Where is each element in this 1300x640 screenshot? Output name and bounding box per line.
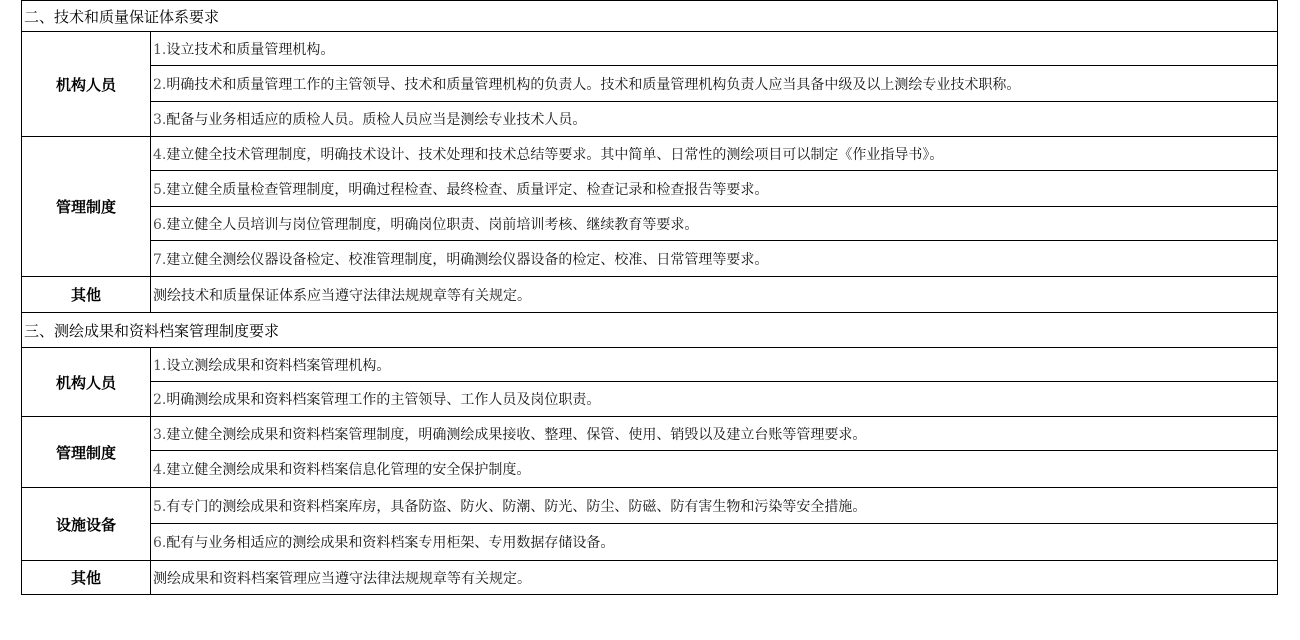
- section-title: 二、技术和质量保证体系要求: [22, 1, 1278, 32]
- requirements-table: [21, 0, 1278, 595]
- item-cell: [151, 524, 1278, 561]
- item-text: 配有与业务相适应的测绘成果和资料档案专用柜架、专用数据存储设备。: [166, 535, 615, 551]
- category-cell: 管理制度: [22, 417, 151, 488]
- item-number: 6.: [153, 216, 167, 233]
- category-cell: 设施设备: [22, 488, 151, 561]
- item-cell: [151, 382, 1278, 417]
- item-text: 建立健全测绘成果和资料档案管理制度，明确测绘成果接收、整理、保管、使用、销毁以及建立台账等管理要求。: [166, 426, 867, 443]
- item-cell: [151, 207, 1278, 241]
- item-cell: [151, 561, 1278, 595]
- item-number: 4.: [153, 462, 167, 478]
- item-cell: [151, 32, 1278, 66]
- item-text: 设立测绘成果和资料档案管理机构。: [166, 357, 391, 374]
- item-number: 5.: [153, 498, 167, 515]
- item-number: 6.: [153, 535, 167, 551]
- item-text: 设立技术和质量管理机构。: [166, 41, 335, 58]
- section-title: 三、测绘成果和资料档案管理制度要求: [22, 313, 1278, 348]
- item-text: 建立健全人员培训与岗位管理制度，明确岗位职责、岗前培训考核、继续教育等要求。: [166, 216, 699, 233]
- category-cell: 机构人员: [22, 32, 151, 137]
- item-text: 配备与业务相适应的质检人员。质检人员应当是测绘专业技术人员。: [166, 112, 587, 128]
- item-cell: [151, 66, 1278, 102]
- item-number: 7.: [153, 251, 167, 268]
- category-cell: 其他: [22, 277, 151, 313]
- category-cell: 机构人员: [22, 348, 151, 417]
- item-cell: [151, 348, 1278, 382]
- item-text: 测绘技术和质量保证体系应当遵守法律法规规章等有关规定。: [153, 287, 531, 304]
- item-text: 测绘成果和资料档案管理应当遵守法律法规规章等有关规定。: [153, 570, 531, 587]
- item-number: 4.: [153, 146, 167, 163]
- category-cell: 其他: [22, 561, 151, 595]
- item-number: 1.: [153, 41, 167, 58]
- item-number: 3.: [153, 426, 167, 443]
- item-cell: [151, 102, 1278, 137]
- item-cell: [151, 137, 1278, 171]
- item-text: 建立健全测绘仪器设备检定、校准管理制度，明确测绘仪器设备的检定、校准、日常管理等要求。: [166, 251, 769, 268]
- item-text: 建立健全质量检查管理制度，明确过程检查、最终检查、质量评定、检查记录和检查报告等要求。: [166, 181, 769, 198]
- item-text: 建立健全测绘成果和资料档案信息化管理的安全保护制度。: [166, 462, 531, 478]
- item-cell: [151, 451, 1278, 488]
- item-text: 明确技术和质量管理工作的主管领导、技术和质量管理机构的负责人。技术和质量管理机构负责人应当具备中级及以上测绘专业技术职称。: [166, 76, 1021, 93]
- item-text: 建立健全技术管理制度，明确技术设计、技术处理和技术总结等要求。其中简单、日常性的测绘项目可以制定《作业指导书》。: [166, 146, 944, 163]
- item-number: 2.: [153, 392, 167, 408]
- item-number: 3.: [153, 112, 167, 128]
- item-cell: [151, 241, 1278, 277]
- item-number: 5.: [153, 181, 167, 198]
- item-text: 有专门的测绘成果和资料档案库房，具备防盗、防火、防潮、防光、防尘、防磁、防有害生物和污染等安全措施。: [166, 498, 867, 515]
- item-cell: [151, 488, 1278, 524]
- item-text: 明确测绘成果和资料档案管理工作的主管领导、工作人员及岗位职责。: [166, 392, 601, 408]
- category-cell: 管理制度: [22, 137, 151, 277]
- item-cell: [151, 277, 1278, 313]
- item-number: 1.: [153, 357, 167, 374]
- item-cell: [151, 171, 1278, 207]
- item-cell: [151, 417, 1278, 451]
- item-number: 2.: [153, 76, 167, 93]
